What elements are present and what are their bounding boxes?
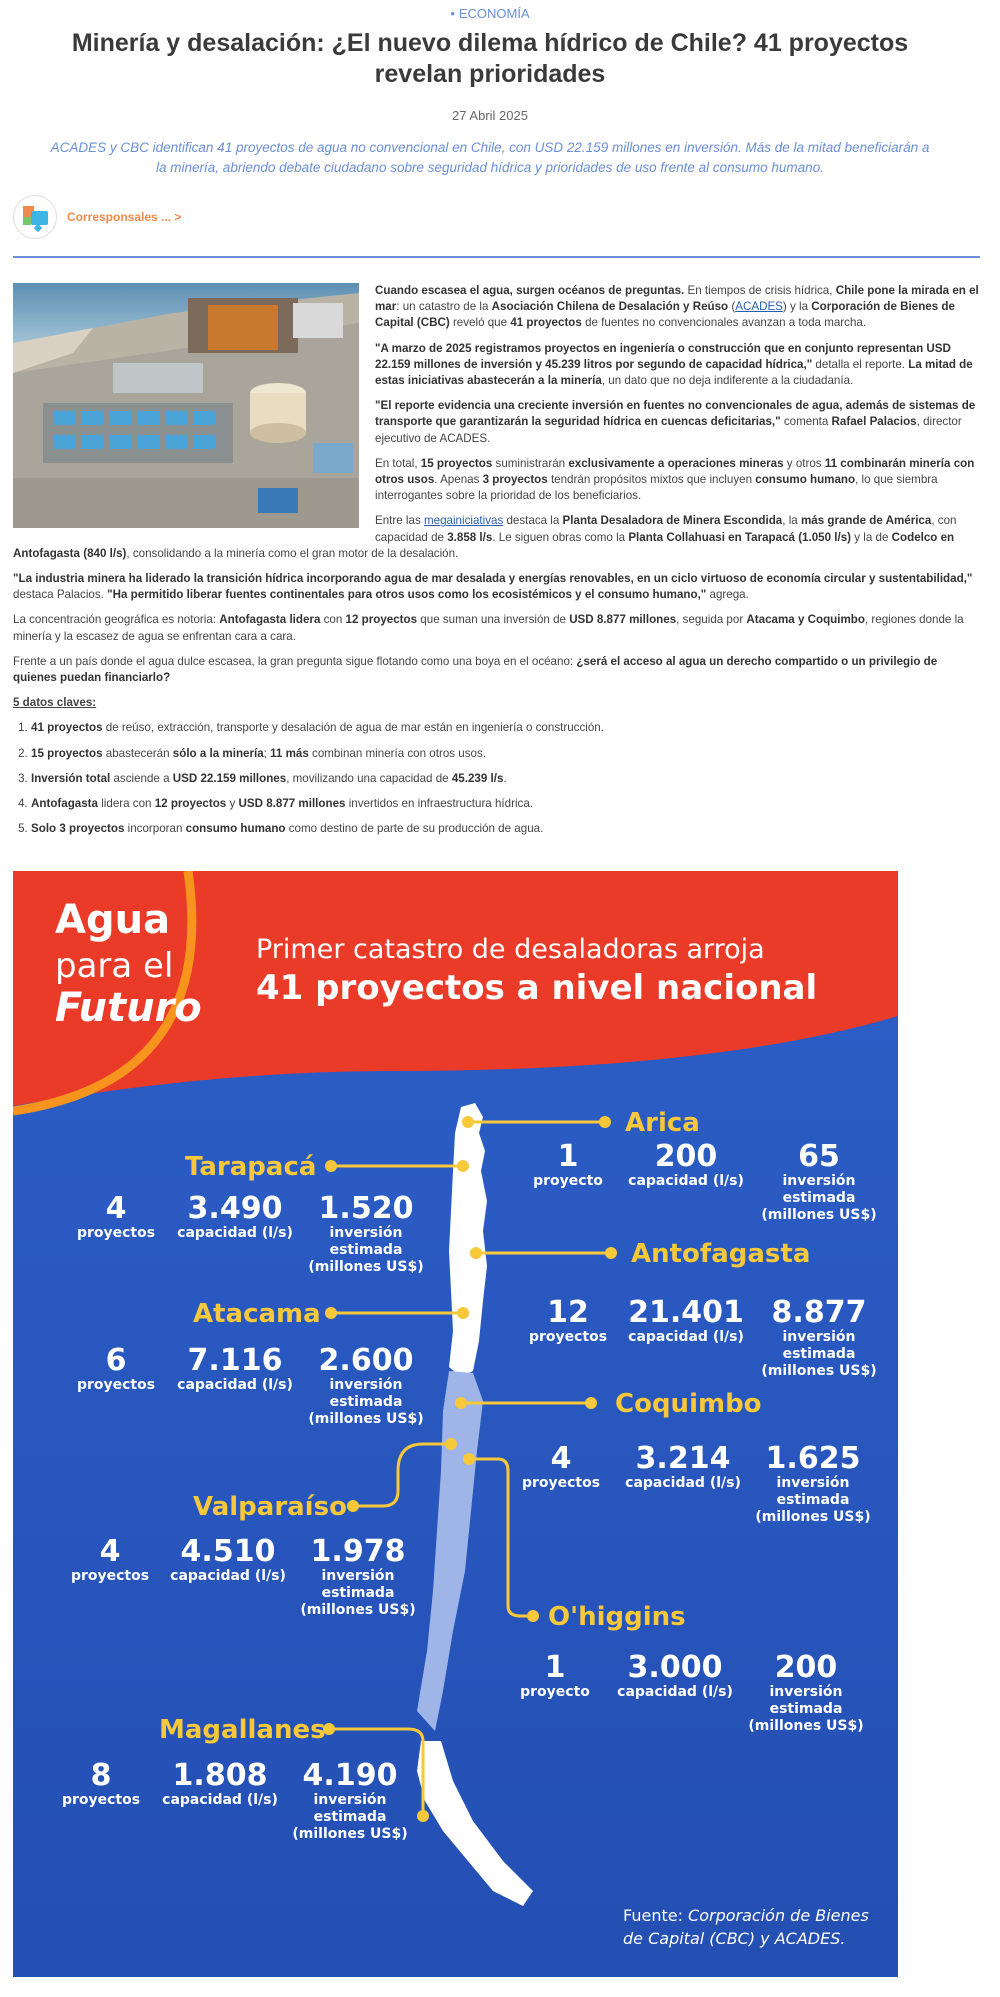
paragraph-6: "La industria minera ha liderado la transición hídrica incorporando agua de mar desalada y energías renovables, en un ciclo virtuoso de economía circular y sustentabilidad," destaca Palacios. "Ha permitido liberar fuentes continentales para otros usos como los ecosistémicos y el consumo humano," agrega.: [13, 572, 973, 602]
svg-text:12: 12: [547, 1295, 589, 1330]
svg-text:(millones US$): (millones US$): [308, 1259, 424, 1275]
svg-text:capacidad (l/s): capacidad (l/s): [177, 1225, 293, 1241]
svg-text:8: 8: [90, 1758, 112, 1793]
region-name-antofagasta: Antofagasta: [631, 1239, 811, 1269]
svg-text:21.401: 21.401: [628, 1295, 744, 1330]
svg-text:1.978: 1.978: [310, 1534, 406, 1569]
bullet-icon: •: [450, 6, 455, 21]
svg-text:3.214: 3.214: [635, 1441, 731, 1476]
infographic-headline-1: Primer catastro de desaladoras arroja: [256, 934, 765, 965]
chat-bubble-icon: [31, 211, 48, 225]
chat-bubble-tail: [34, 224, 42, 232]
svg-text:inversión: inversión: [321, 1568, 395, 1584]
svg-text:4: 4: [550, 1441, 572, 1476]
region-name-atacama: Atacama: [193, 1299, 321, 1329]
svg-text:estimada: estimada: [321, 1585, 395, 1601]
svg-text:Fuente: Corporación de Bienes: Fuente: Corporación de Bienes: [623, 1906, 869, 1925]
logo-para-el: para el: [55, 946, 174, 986]
article-lead: ACADES y CBC identifican 41 proyectos de agua no convencional en Chile, con USD 22.159 millones en inversión. Más de la mitad beneficiarán a la minería, abriendo debate ciudadano sobre seguridad hídrica y prioridades de uso frente al consumo humano.: [50, 140, 930, 175]
svg-text:capacidad (l/s): capacidad (l/s): [162, 1792, 278, 1808]
svg-text:estimada: estimada: [782, 1346, 856, 1362]
svg-text:capacidad (l/s): capacidad (l/s): [625, 1475, 741, 1491]
key-fact-item: 3. Inversión total asciende a USD 22.159 millones, movilizando una capacidad de 45.239 l/s.: [31, 771, 980, 787]
author-block[interactable]: [13, 195, 181, 239]
avatar-shape: [23, 217, 31, 225]
key-facts-list: [13, 720, 980, 837]
logo-agua: Agua: [55, 897, 171, 943]
svg-text:capacidad (l/s): capacidad (l/s): [170, 1568, 286, 1584]
key-facts-title: 5 datos claves:: [13, 696, 97, 710]
desalination-infographic: [13, 871, 898, 1977]
megainiciativas-link[interactable]: megainiciativas: [423, 514, 504, 528]
svg-text:capacidad (l/s): capacidad (l/s): [628, 1329, 744, 1345]
svg-text:4.190: 4.190: [302, 1758, 398, 1793]
svg-text:1.808: 1.808: [172, 1758, 268, 1793]
svg-text:proyectos: proyectos: [76, 1225, 156, 1241]
region-name-arica: Arica: [625, 1108, 700, 1138]
svg-text:inversión: inversión: [782, 1173, 856, 1189]
key-fact-item: 4. Antofagasta lidera con 12 proyectos y USD 8.877 millones invertidos en infraestructura hídrica.: [31, 796, 980, 812]
svg-text:de Capital (CBC) y ACADES.: de Capital (CBC) y ACADES.: [623, 1929, 846, 1948]
svg-text:capacidad (l/s): capacidad (l/s): [628, 1173, 744, 1189]
svg-text:3.000: 3.000: [627, 1650, 723, 1685]
svg-text:1.520: 1.520: [318, 1191, 414, 1226]
svg-text:(millones US$): (millones US$): [748, 1718, 864, 1734]
paragraph-3: "El reporte evidencia una creciente inversión en fuentes no convencionales de agua, además de sistemas de transporte que garantizarán la seguridad hídrica en cuencas deficitarias," comenta Rafael Palacios, director ejecutivo de ACADES.: [375, 399, 976, 445]
svg-text:inversión: inversión: [776, 1475, 850, 1491]
acades-link[interactable]: ACADES: [735, 300, 783, 314]
svg-text:capacidad (l/s): capacidad (l/s): [617, 1684, 733, 1700]
author-avatar[interactable]: [13, 195, 57, 239]
svg-text:(millones US$): (millones US$): [308, 1411, 424, 1427]
svg-text:proyectos: proyectos: [61, 1792, 141, 1808]
svg-text:4: 4: [105, 1191, 127, 1226]
svg-text:2.600: 2.600: [318, 1343, 414, 1378]
svg-text:4: 4: [99, 1534, 121, 1569]
region-name-tarapaca: Tarapacá: [185, 1152, 317, 1182]
category-text: ECONOMÍA: [458, 6, 530, 21]
paragraph-5: Entre las megainiciativas destaca la Planta Desaladora de Minera Escondida, la más grande de América, con capacidad de 3.858 l/s. Le siguen obras como la Planta Collahuasi en Tarapacá (1.050 l/s) y la de Codelco en Antofagasta (840 l/s), consolidando a la minería como el gran motor de la desalación.: [13, 514, 957, 560]
author-link[interactable]: Corresponsales ... >: [67, 210, 182, 224]
paragraph-2: "A marzo de 2025 registramos proyectos en ingeniería o construcción que en conjunto representan USD 22.159 millones de inversión y 45.239 litros por segundo de capacidad hídrica," detalla el reporte. La mitad de estas iniciativas abastecerán a la minería, un dato que no deja indiferente a la ciudadanía.: [375, 341, 973, 388]
svg-text:1.625: 1.625: [765, 1441, 861, 1476]
article-body: [13, 283, 980, 846]
svg-text:(millones US$): (millones US$): [761, 1363, 877, 1379]
logo-futuro: Futuro: [55, 985, 202, 1031]
publish-date: 27 Abril 2025: [452, 108, 528, 123]
svg-text:estimada: estimada: [776, 1492, 850, 1508]
svg-text:6: 6: [105, 1343, 127, 1378]
svg-text:65: 65: [798, 1139, 840, 1174]
paragraph-8: Frente a un país donde el agua dulce escasea, la gran pregunta sigue flotando como una boya en el océano: ¿será el acceso al agua un derecho compartido o un privilegio de quienes puedan financiarlo?: [13, 654, 938, 685]
key-fact-item: 1. 41 proyectos de reúso, extracción, transporte y desalación de agua de mar están en ingeniería o construcción.: [31, 720, 980, 736]
svg-text:estimada: estimada: [329, 1394, 403, 1410]
region-name-valparaiso: Valparaíso: [193, 1492, 347, 1522]
category-label[interactable]: [0, 6, 980, 21]
svg-text:proyecto: proyecto: [533, 1173, 603, 1189]
svg-text:4.510: 4.510: [180, 1534, 276, 1569]
svg-text:estimada: estimada: [329, 1242, 403, 1258]
infographic-headline-2: 41 proyectos a nivel nacional: [256, 968, 818, 1008]
region-name-ohiggins: O'higgins: [548, 1602, 686, 1632]
svg-text:proyectos: proyectos: [70, 1568, 150, 1584]
header-divider: [13, 256, 980, 258]
paragraph-4: En total, 15 proyectos suministrarán exclusivamente a operaciones mineras y otros 11 combinarán minería con otros usos. Apenas 3 proyectos tendrán propósitos mixtos que incluyen consumo humano, lo que siembra interrogantes sobre la prioridad de los beneficiarios.: [375, 456, 975, 503]
svg-text:(millones US$): (millones US$): [300, 1602, 416, 1618]
svg-text:200: 200: [774, 1650, 838, 1685]
svg-text:1: 1: [544, 1650, 566, 1685]
svg-text:inversión: inversión: [782, 1329, 856, 1345]
paragraph-1: Cuando escasea el agua, surgen océanos de preguntas. En tiempos de crisis hídrica, Chile pone la mirada en el mar: un catastro de la Asociación Chilena de Desalación y Reúso (ACADES) y la Corporación de Bienes de Capital (CBC) reveló que 41 proyectos de fuentes no convencionales avanzan a toda marcha.: [375, 284, 979, 330]
svg-text:8.877: 8.877: [771, 1295, 867, 1330]
svg-text:proyectos: proyectos: [76, 1377, 156, 1393]
svg-text:(millones US$): (millones US$): [292, 1826, 408, 1842]
svg-text:(millones US$): (millones US$): [761, 1207, 877, 1223]
svg-text:estimada: estimada: [769, 1701, 843, 1717]
svg-text:200: 200: [654, 1139, 718, 1174]
region-name-coquimbo: Coquimbo: [615, 1389, 762, 1419]
article-title: Minería y desalación: ¿El nuevo dilema hídrico de Chile? 41 proyectos revelan prioridades: [71, 29, 909, 88]
svg-text:7.116: 7.116: [187, 1343, 283, 1378]
svg-text:(millones US$): (millones US$): [755, 1509, 871, 1525]
desalination-plant-photo: [13, 283, 359, 528]
svg-text:capacidad (l/s): capacidad (l/s): [177, 1377, 293, 1393]
svg-text:inversión: inversión: [329, 1225, 403, 1241]
svg-text:inversión: inversión: [329, 1377, 403, 1393]
svg-text:estimada: estimada: [782, 1190, 856, 1206]
svg-text:proyecto: proyecto: [520, 1684, 590, 1700]
paragraph-7: La concentración geográfica es notoria: Antofagasta lidera con 12 proyectos que suman una inversión de USD 8.877 millones, seguida por Atacama y Coquimbo, regiones donde la minería y la escasez de agua se enfrentan cara a cara.: [13, 613, 964, 643]
svg-text:proyectos: proyectos: [528, 1329, 608, 1345]
svg-text:proyectos: proyectos: [521, 1475, 601, 1491]
svg-text:estimada: estimada: [313, 1809, 387, 1825]
svg-text:1: 1: [557, 1139, 579, 1174]
key-fact-item: 5. Solo 3 proyectos incorporan consumo humano como destino de parte de su producción de agua.: [31, 821, 980, 837]
svg-text:3.490: 3.490: [187, 1191, 283, 1226]
svg-text:inversión: inversión: [769, 1684, 843, 1700]
region-name-magallanes: Magallanes: [159, 1715, 326, 1745]
key-fact-item: 2. 15 proyectos abastecerán sólo a la minería; 11 más combinan minería con otros usos.: [31, 746, 980, 762]
svg-text:inversión: inversión: [313, 1792, 387, 1808]
